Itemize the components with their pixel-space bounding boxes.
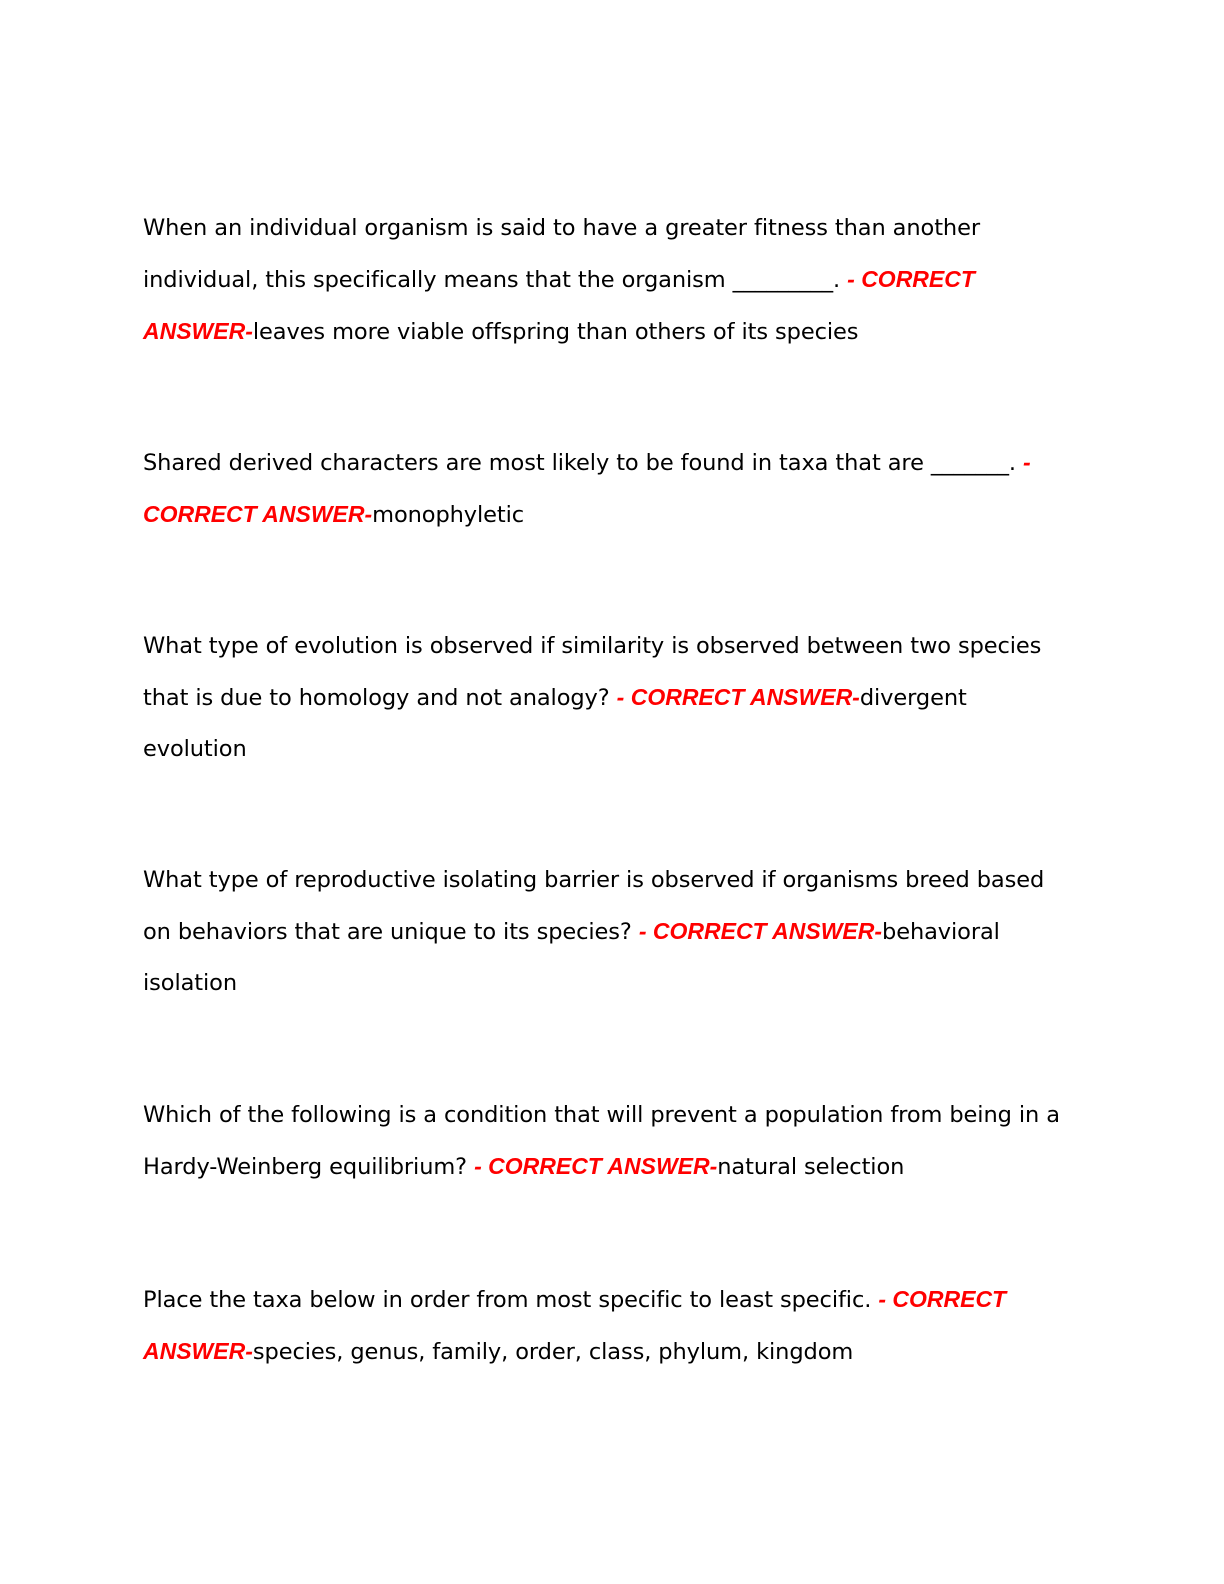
qa-item [143, 1090, 1068, 1193]
qa-item [143, 203, 1068, 357]
qa-item [143, 437, 1068, 541]
question-text: What type of evolution is observed if similarity is observed between two species that is due to homology and not analogy? [143, 633, 1042, 711]
question-text: Shared derived characters are most likely to be found in taxa that are _______. [143, 450, 1024, 476]
answer-text: divergent evolution [143, 684, 967, 762]
answer-text: natural selection [717, 1153, 905, 1180]
correct-answer-marker: - CORRECT ANSWER- [143, 265, 975, 344]
correct-answer-marker: - CORRECT ANSWER- [638, 917, 883, 944]
answer-text: behavioral isolation [143, 918, 1000, 996]
correct-answer-marker: - CORRECT ANSWER- [143, 1286, 1007, 1364]
question-text: When an individual organism is said to have a greater fitness than another individual, this specifically means that the organism _________. [143, 215, 980, 293]
qa-item [143, 855, 1068, 1008]
answer-text: leaves more viable offspring than others of its species [252, 318, 859, 345]
qa-item [143, 621, 1068, 774]
question-text: Which of the following is a condition that will prevent a population from being in a Hardy-Weinberg equilibrium? [143, 1102, 1060, 1180]
question-text: Place the taxa below in order from most specific to least specific. [143, 1287, 879, 1313]
question-text: What type of reproductive isolating barrier is observed if organisms breed based on behaviors that are unique to its species? [143, 867, 1045, 945]
qa-item [143, 1274, 1068, 1378]
correct-answer-marker: - CORRECT ANSWER- [474, 1152, 718, 1179]
correct-answer-marker: - CORRECT ANSWER- [143, 449, 1031, 527]
correct-answer-marker: - CORRECT ANSWER- [616, 683, 860, 710]
answer-text: species, genus, family, order, class, phylum, kingdom [252, 1338, 854, 1365]
answer-text: monophyletic [372, 501, 525, 528]
